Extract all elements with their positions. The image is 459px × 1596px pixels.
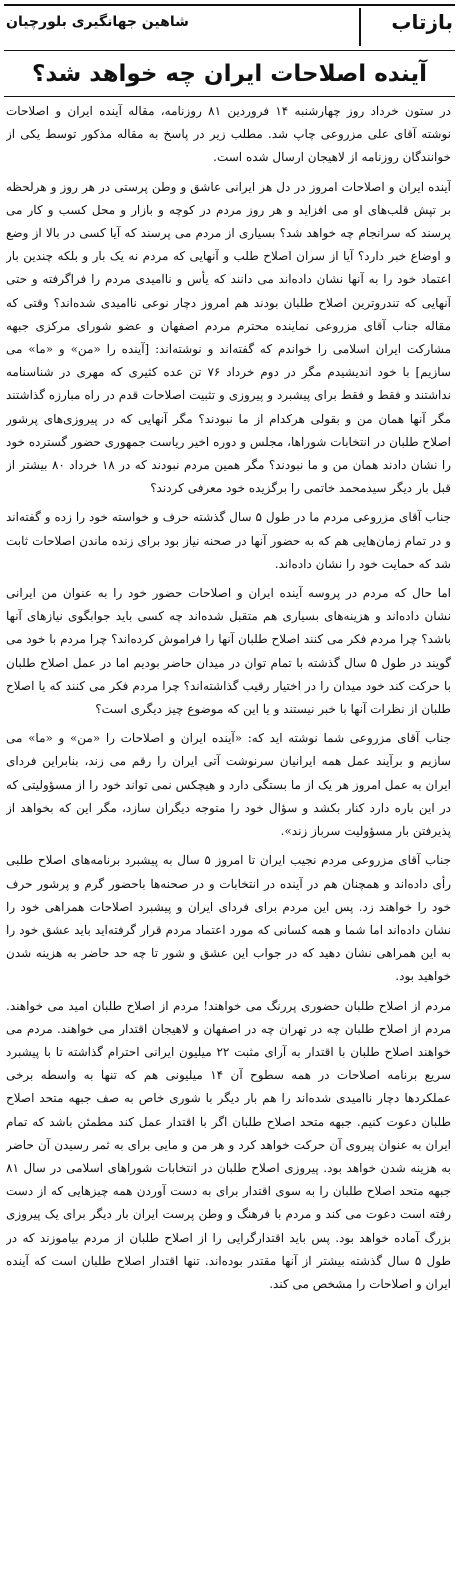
- section-label: بازتاب: [391, 10, 453, 34]
- section-divider: [359, 8, 361, 46]
- top-rule: [4, 4, 455, 6]
- paragraph: مردم از اصلاح طلبان حضوری پررنگ می خواهند! مردم از اصلاح طلبان امید می خواهند. مردم از اصلاح طلبان چه در تهران چه در اصفهان و لاهیجان اقتدار می خواهند. مردم می خواهند اصلاح طلبان با اقتدار به آرای مثبت ۲۲ میلیون ایرانی احترام گذاشته تا با پیشبرد سریع برنامه اصلاحات در همه سطوح آن ۱۴ میلیونی هم که تنها به واسطه برخی عملکردها دچار ناامیدی شده‌اند را هم بار دیگر با شوری خاص به صف جبهه متحد اصلاح طلبان دعوت کنیم. جبهه متحد اصلاح طلبان اگر با اقتدار عمل کند مطمئن باشد که تمام ایران به عنوان پیروی آن حرکت خواهد کرد و هر من و مایی برای به ثمر رسیدن آن حاضر به هزینه شدن خواهد بود. پیروزی اصلاح طلبان در انتخابات شوراهای اسلامی در سال ۸۱ جبهه متحد اصلاح طلبان را به سوی اقتدار برای به دست آوردن همه چیزهایی که از دست رفته است دعوت می کند و مردم با فرهنگ و وطن پرست ایران بار دیگر برای یک پیروزی بزرگ آماده خواهد بود. پس باید اقتدارگرایی را از اصلاح طلبان از مردم بیاموزند که در طول ۵ سال گذشته بیشتر از آنها مقتدر بوده‌اند. تنها اقتدار اصلاح طلبان است که آینده ایران و اصلاحات را مشخص می کند.: [6, 998, 451, 1291]
- author-name: شاهین جهانگیری بلورچیان: [6, 14, 189, 30]
- paragraph: جناب آقای مزروعی مردم ما در طول ۵ سال گذشته حرف و خواسته خود را زده و گفته‌اند و در تمام زمان‌هایی هم که به حضور آنها در صحنه نیاز بود برای زنده ماندن اصلاحات ثابت شد که حمایت خود را نشان داده‌اند.: [6, 510, 451, 571]
- column-header: [6, 8, 453, 48]
- paragraph: جناب آقای مزروعی شما نوشته اید که: «آینده ایران و اصلاحات را «من» و «ما» می سازیم و برآیند عمل همه ایرانیان سرنوشت آتی ایران را رقم می زند، بنابراین فردای ایران به عمل امروز هر یک از ما بستگی دارد و هیچکس نمی تواند خود را از مسؤولیتی که در این باره دارد کنار بکشد و سؤال خود را متوجه دیگران سازد، مگر این که بخواهد از پذیرفتن بار مسؤولیت سرباز زند».: [6, 731, 451, 839]
- headline: آینده اصلاحات ایران چه خواهد شد؟: [32, 61, 427, 87]
- paragraph: اما حال که مردم در پروسه آینده ایران و اصلاحات حضور خود را به عنوان من ایرانی نشان داده‌اند و هزینه‌های بسیاری هم متقبل شده‌اند چه کسی باید جوابگوی نیازهای آنها باشد؟ چرا مردم فکر می کنند اصلاح طلبان آنها را فراموش کرده‌اند؟ چرا مردم با خود می گویند در طول ۵ سال گذشته با تمام توان در میدان حاضر بودیم اما در عمل اصلاح طلبان با حرکت کند خود میدان را در اختیار رقیب گذاشته‌اند؟ چرا مردم فکر می کنند که یا اصلاح طلبان از نظرات آنها با خبر نیستند و یا این که موضوع چیز دیگری است؟: [6, 586, 451, 717]
- article-body: [6, 100, 451, 1590]
- header-rule: [4, 50, 455, 51]
- paragraph-intro: در ستون خرداد روز چهارشنبه ۱۴ فروردین ۸۱ روزنامه، مقاله آینده ایران و اصلاحات نوشته آقای علی مزروعی چاپ شد. مطلب زیر در پاسخ به مقاله مذکور توسط یکی از خوانندگان روزنامه از لاهیجان ارسال شده است.: [6, 104, 451, 165]
- headline-rule: [4, 96, 455, 97]
- paragraph: جناب آقای مزروعی مردم نجیب ایران تا امروز ۵ سال به پیشبرد برنامه‌های اصلاح طلبی رأی داده‌اند و همچنان هم در آینده در انتخابات و در صحنه‌ها باحضور گرم و پرشور حرف خود را خواهند زد. پس این مردم برای فردای ایران و پیشبرد اصلاحات همراهی خود را نشان داده‌اند اما شما و همه کسانی که مورد اعتماد مردم قرار گرفته‌اید باید عشق خود را به این همراهی نشان دهید که در جواب این عشق و شور تا چه حد حاضر به هزینه شدن خواهید بود.: [6, 853, 451, 984]
- paragraph: آینده ایران و اصلاحات امروز در دل هر ایرانی عاشق و وطن پرستی در هر روز و هرلحظه بر تپش قلب‌های او می افزاید و هر روز مردم در کوچه و بازار و محل کسب و کار می پرسند که سرانجام چه خواهد شد؟ بسیاری از مردم می پرسند که آیا کسی در بالا از وضع و اوضاع خبر دارد؟ آیا از سران اصلاح طلب و آنهایی که مردم نه یک بار و بلکه چندین بار اعتماد خود را به آنها نشان داده‌اند می دانند که یأس و ناامیدی مردم را فراگرفته و حتی آنهایی که تندروترین اصلاح طلبان بودند هم امروز دچار نوعی ناامیدی شده‌اند؟ وقتی که مقاله جناب آقای مزروعی نماینده محترم مردم اصفهان و عضو شورای مرکزی جبهه مشارکت ایران اسلامی را خواندم که گفته‌اند و نوشته‌اند: [آینده را «من» و «ما» می سازیم] با خود اندیشیدم مگر در دوم خرداد ۷۶ تن عده کثیری که مهری در شناسنامه نداشتند و فقط و فقط برای پیشبرد و پیروزی و تثبیت اصلاحات قدم در راه مبارزه گذاشتند مگر آنها همان من و بقولی هرکدام از ما نبودند؟ مگر آنهایی که در پیروزی‌های پرشور اصلاح طلبان در انتخابات شوراها، مجلس و دوره اخیر ریاست جمهوری حضور گسترده خود را نشان دادند همان من و ما نبودند؟ مگر همین مردم نبودند که در ۱۸ خرداد ۸۰ بیشتر از قبل بار دیگر سیدمحمد خاتمی را برگزیده خود معرفی کردند؟: [6, 179, 451, 496]
